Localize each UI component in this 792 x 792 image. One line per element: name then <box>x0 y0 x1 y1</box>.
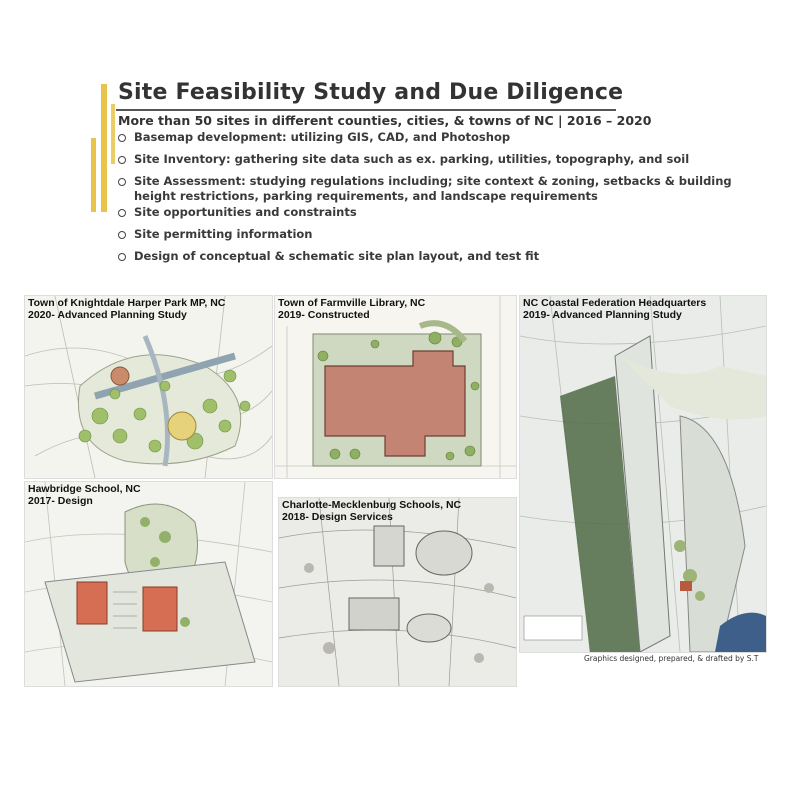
accent-bar <box>91 138 96 212</box>
accent-bar <box>111 104 115 164</box>
list-item: Site opportunities and constraints <box>118 205 357 220</box>
accent-bar <box>101 84 107 212</box>
graphics-credit: Graphics designed, prepared, & drafted by S.T <box>584 654 759 663</box>
project-panel-farmville <box>274 295 517 479</box>
project-panel-hawbridge <box>24 481 273 687</box>
page-subtitle: More than 50 sites in different counties, cities, & towns of NC | 2016 – 2020 <box>118 113 652 128</box>
list-item: Design of conceptual & schematic site plan layout, and test fit <box>118 249 539 264</box>
site-plan-image <box>520 296 766 652</box>
project-panel-knightdale <box>24 295 273 479</box>
project-caption: Town of Knightdale Harper Park MP, NC 2020- Advanced Planning Study <box>28 297 226 321</box>
site-plan-image <box>279 498 516 686</box>
title-divider <box>116 109 616 111</box>
project-caption: Town of Farmville Library, NC 2019- Constructed <box>278 297 426 321</box>
list-item: Site Assessment: studying regulations including; site context & zoning, setbacks & building <box>118 174 732 189</box>
list-item: Site permitting information <box>118 227 313 242</box>
project-panel-charlotte <box>278 497 517 687</box>
project-caption: Charlotte-Mecklenburg Schools, NC 2018- Design Services <box>282 499 462 523</box>
project-caption: NC Coastal Federation Headquarters 2019- Advanced Planning Study <box>523 297 707 321</box>
site-plan-image <box>25 482 272 686</box>
site-plan-image <box>25 296 272 478</box>
list-item-continuation: height restrictions, parking requirements, and landscape requirements <box>134 189 598 203</box>
site-plan-image <box>275 296 516 478</box>
page-title: Site Feasibility Study and Due Diligence <box>118 80 624 105</box>
project-caption: Hawbridge School, NC 2017- Design <box>28 483 141 507</box>
project-panel-coastal <box>519 295 767 653</box>
list-item: Site Inventory: gathering site data such as ex. parking, utilities, topography, and soil <box>118 152 689 167</box>
list-item: Basemap development: utilizing GIS, CAD, and Photoshop <box>118 130 510 145</box>
